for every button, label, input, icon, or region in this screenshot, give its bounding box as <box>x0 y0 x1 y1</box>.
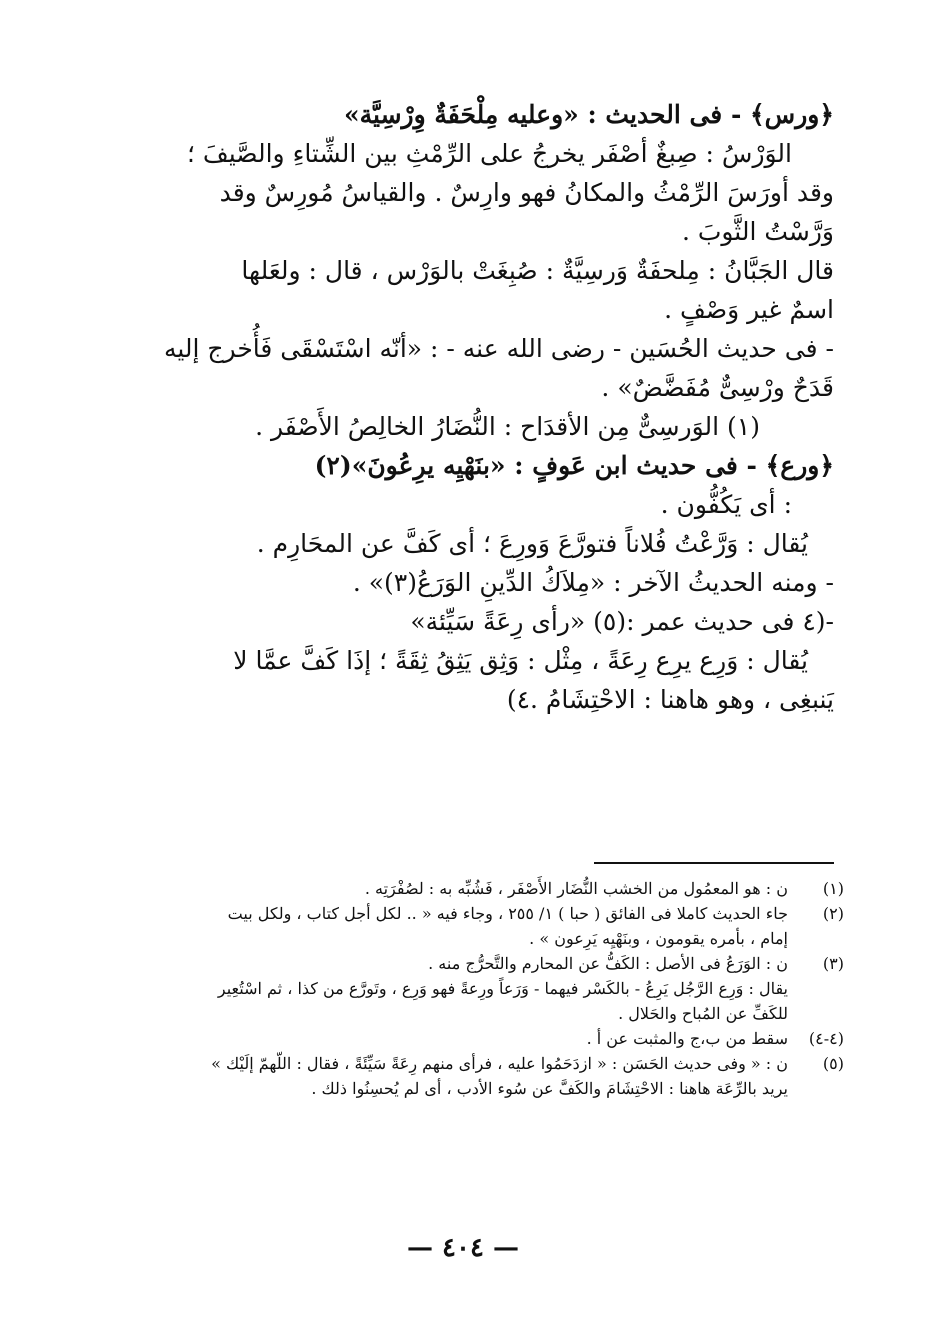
text-line: -(٤ فى حديث عمر :(٥) «رأى رِعَةً سَيِّئة» <box>410 607 834 636</box>
footnote-1 <box>95 876 844 901</box>
footnote-body <box>95 1051 788 1101</box>
text-line: الوَرْسُ : صِبغٌ أصْفَر يخرجُ على الرِّمْثِ بين الشِّتاءِ والصَّيفَ ؛ <box>186 139 792 168</box>
footnote-line: ن : هو المعمُول من الخشب النُّضَار الأَصْفَر ، فَشُبِّه به : لصُفْرَتِه . <box>364 879 788 898</box>
footnote-line: يريد بالرِّعَة هاهنا : الاحْتِشَامَ والكَفَّ عن سُوء الأدب ، أى لم يُحسِنُوا ذلك . <box>311 1079 788 1098</box>
entry-wara-heading: ﴿ورع﴾ - فى حديث ابن عَوفٍ : «بنَهْيِه يرِعُونَ»(٢) <box>314 451 834 480</box>
footnote-line: للكَفِّ عن المُباح والحَلال . <box>618 1004 788 1023</box>
text-line: وقد أورَسَ الرِّمْثُ والمكانُ فهو وارِسٌ . والقياسُ مُورِسٌ وقد <box>219 178 834 207</box>
text-line: قال الجَبَّانُ : مِلحفَةٌ وَرسِيَّةٌ : صُبِغَتْ بالوَرْس ، قال : ولعَلها <box>241 256 834 285</box>
footnote-body <box>95 951 788 1026</box>
footnote-divider <box>594 862 834 864</box>
footnote-line: إمام ، بأمره يقومون ، وبنَهْيِه يَرِعون » . <box>529 929 788 948</box>
footnote-body <box>95 876 788 901</box>
footnote-number: (٥) <box>822 1054 844 1073</box>
text-line: اسمٌ غير وَصْفٍ . <box>664 295 834 324</box>
footnote-number: (٤-٤) <box>808 1029 844 1048</box>
footnote-line: يقال : وَرِع الرَّجُل يَرِعُ - بالكَسْر فيهما - وَرَعاً ورِعةً فهو وَرِع ، وتَورَّع من كذا ، ثم اسْتُعِير <box>217 979 788 998</box>
text-line: : أى يَكُفُّون . <box>660 490 792 519</box>
page-number: — ٤٠٤ — <box>406 1233 520 1263</box>
text-line: يَنبغِى ، وهو هاهنا : الاحْتِشَامُ .٤) <box>506 685 834 714</box>
text-line: - ومنه الحديثُ الآخر : «مِلاَكُ الدِّينِ الوَرَعُ(٣)» . <box>352 568 834 597</box>
footnote-line: ن : « وفى حديث الحَسَن : « ازدَحَمُوا عليه ، فرأى منهم رِعَةً سَيِّئَةً ، فقال : اللّهمّ إلَيْك » <box>211 1054 788 1073</box>
text-line: قَدَحٌ ورْسِىٌّ مُفَضَّضٌ» . <box>601 373 834 402</box>
footnote-number: (٢) <box>822 904 844 923</box>
footnote-line: سقط من ب،ج والمثبت عن أ . <box>586 1029 788 1048</box>
entry-wars-heading: ﴿ورس﴾ - فى الحديث : «وعليه مِلْحَفَةٌ وِرْسِيَّة» <box>344 100 834 129</box>
footnote-body <box>95 901 788 951</box>
footnote-4 <box>95 1026 844 1051</box>
footnote-number: (٣) <box>822 954 844 973</box>
text-line: (١) الوَرسِىٌّ مِن الأقدَاح : النُّضَارُ الخالِصُ الأَصْفَر . <box>255 412 760 441</box>
footnote-body <box>95 1026 788 1051</box>
footnote-2 <box>95 901 844 951</box>
footnote-5 <box>95 1051 844 1101</box>
text-line: يُقال : وَرَّعْتُ فُلاناً فتورَّعَ وَورِعَ ؛ أى كَفَّ عن المحَارِم . <box>256 529 808 558</box>
text-line: يُقال : وَرِع يرِع رِعَةً ، مِثْل : وَثِق يَثِقُ ثِقَةً ؛ إذَا كَفَّ عمَّا لا <box>233 646 808 675</box>
footnote-3 <box>95 951 844 1026</box>
footnotes <box>95 876 844 1101</box>
footnote-line: ن : الوَرَعُ فى الأصل : الكَفُّ عن المحارم والتَّحرُّج منه . <box>428 954 788 973</box>
text-line: وَرَّسْتُ الثَّوبَ . <box>681 217 834 246</box>
text-line: - فى حديث الحُسَين - رضى الله عنه - : «أنّه اسْتَسْقَى فَأُخرج إليه <box>163 334 834 363</box>
main-text <box>95 95 834 719</box>
footnote-number: (١) <box>822 879 844 898</box>
footnote-line: جاء الحديث كاملا فى الفائق ( حبا ) ١/ ٢٥٥ ، وجاء فيه « .. لكل أجل كتاب ، ولكل بيت <box>227 904 788 923</box>
